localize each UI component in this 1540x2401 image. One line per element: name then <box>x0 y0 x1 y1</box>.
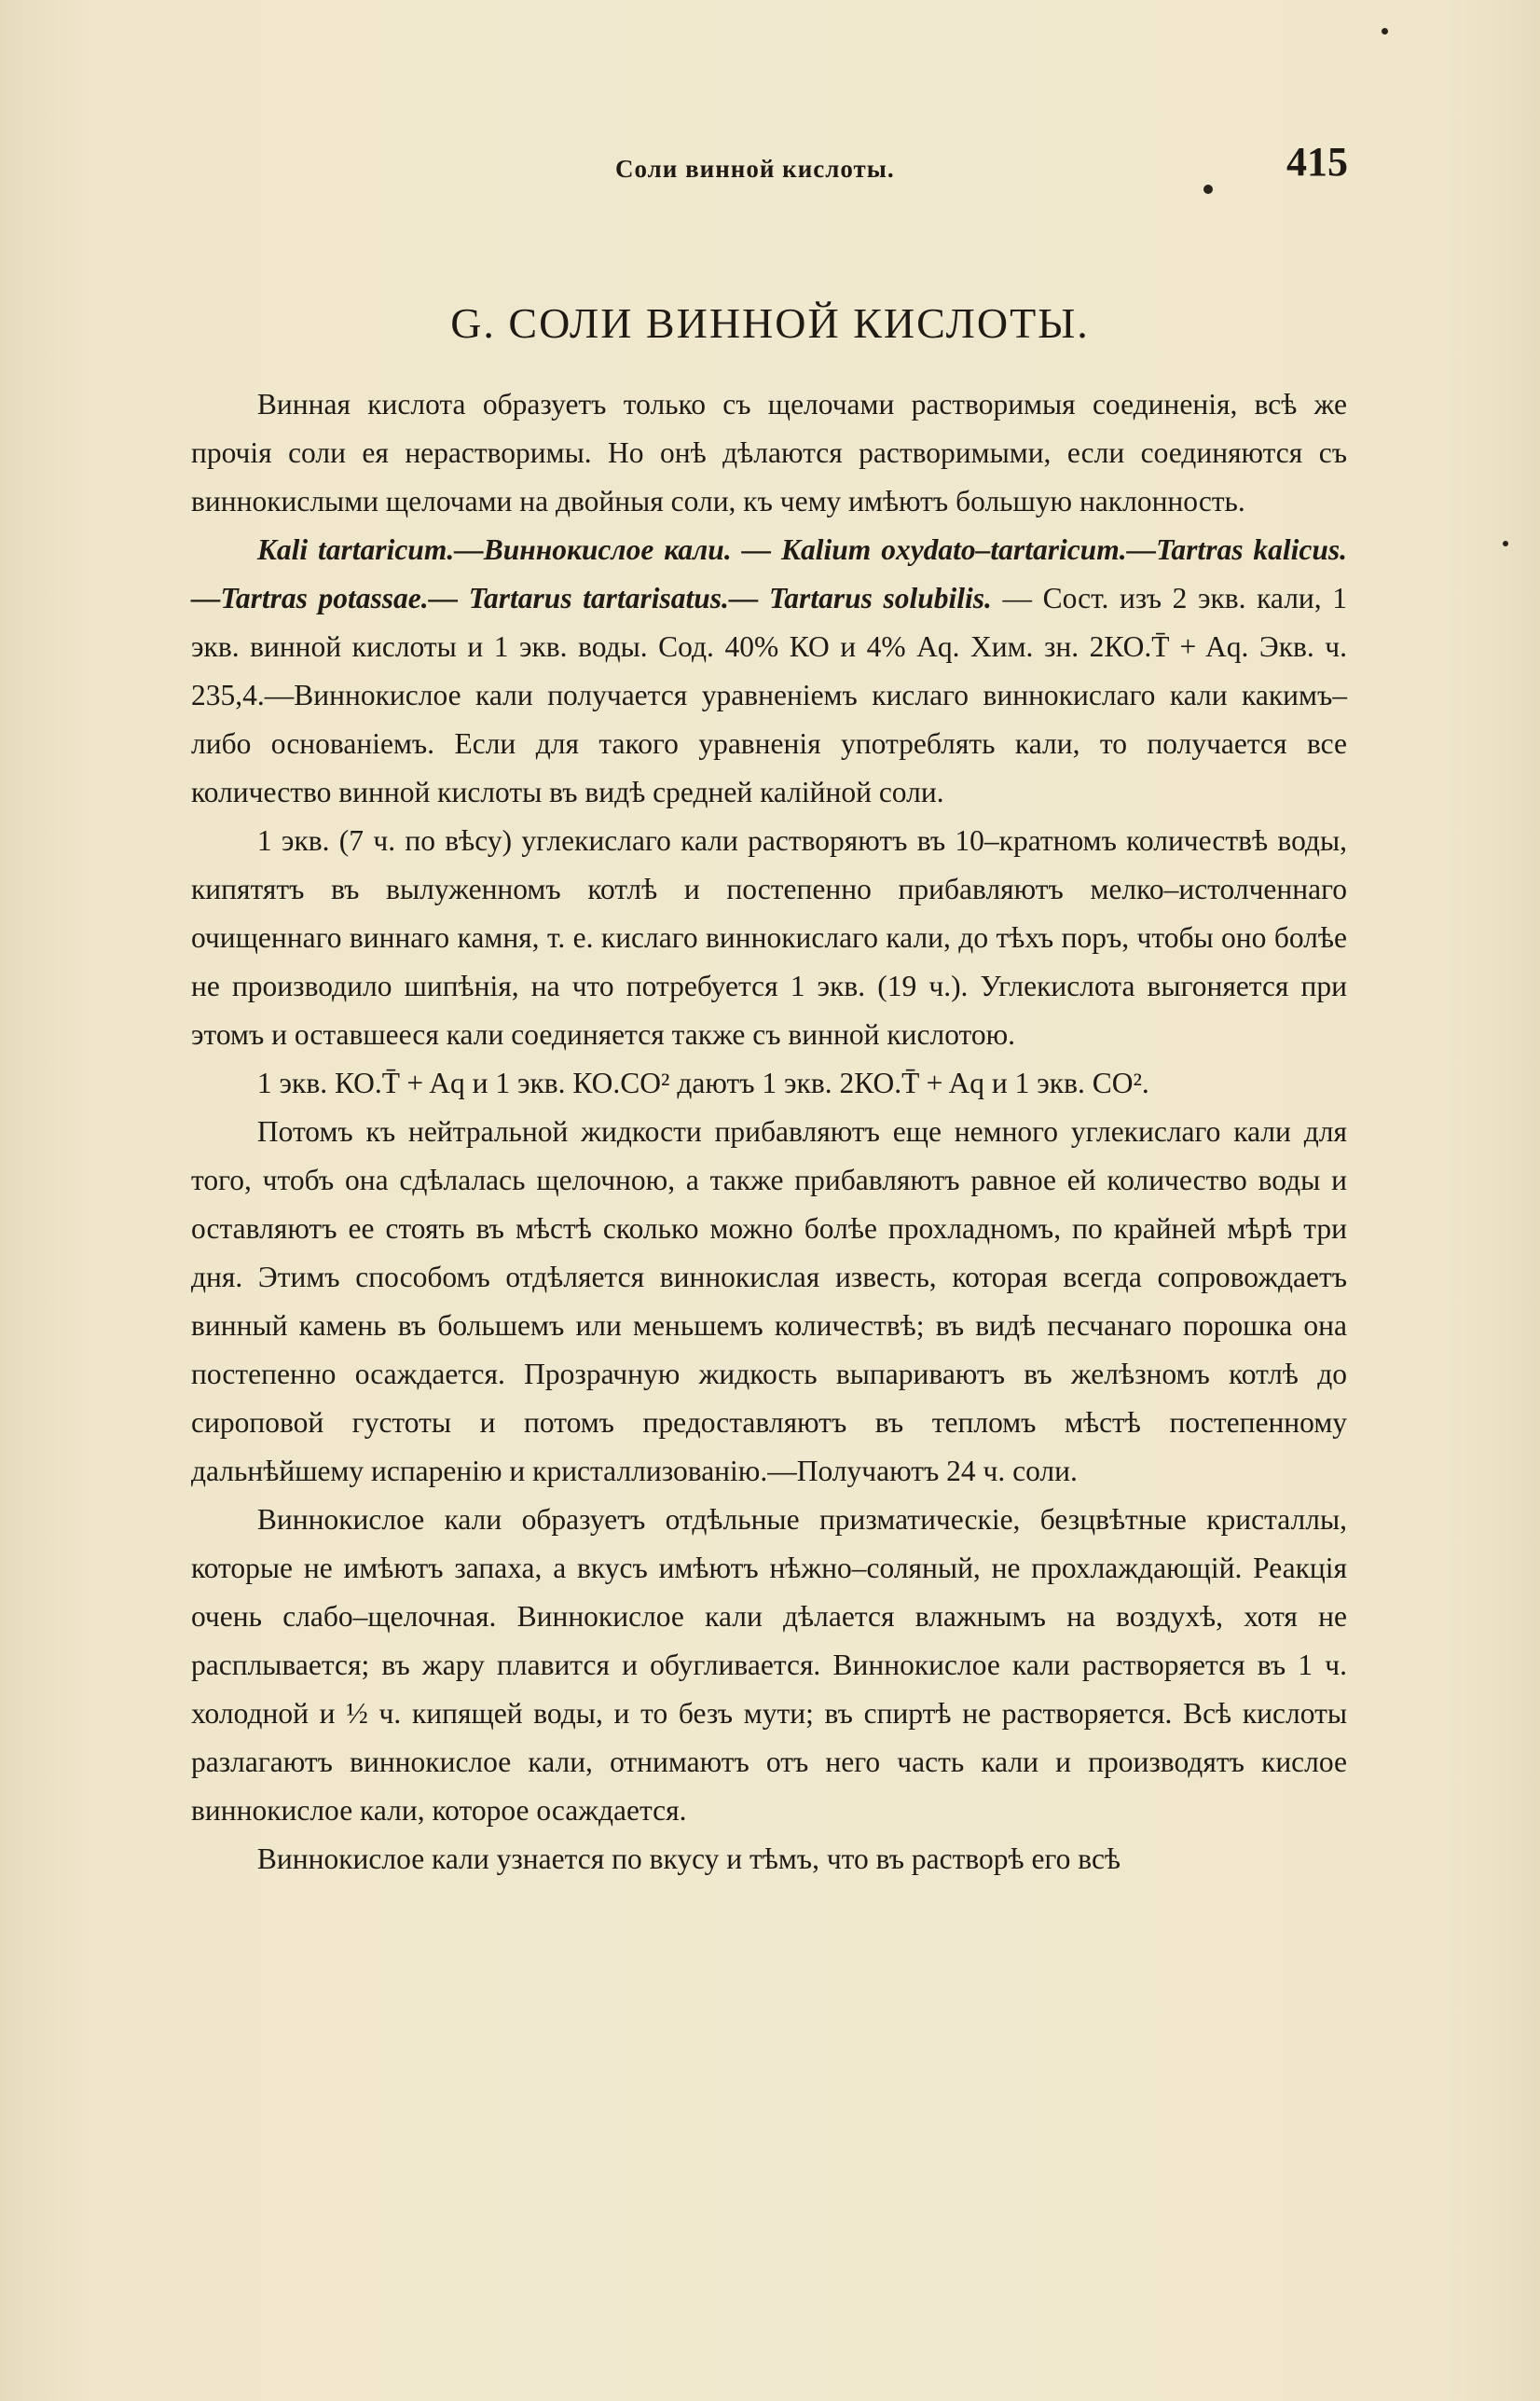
body-text <box>191 380 1347 1884</box>
latin-names: Kali tartaricum.—Виннокислое кали. — Kalium oxydato–tartaricum.—Tartras kalicus.—Tartras potassae.— Tartarus tartarisatus.— Tartarus solubilis. <box>191 533 1347 614</box>
ink-speck <box>1203 185 1213 194</box>
paragraph: Виннокислое кали узнается по вкусу и тѣмъ, что въ растворѣ его всѣ <box>256 1842 1121 1875</box>
paragraph: 1 экв. (7 ч. по вѣсу) углекислаго кали растворяютъ въ 10–кратномъ количествѣ воды, кипятятъ въ вылуженномъ котлѣ и постепенно прибавляютъ мелко–истолченнаго очищеннаго виннаго камня, т. е. кислаго виннокислаго кали, до тѣхъ поръ, чтобы оно болѣе не производило шипѣнія, на что потребуется 1 экв. (19 ч.). Углекислота выгоняется при этомъ и оставшееся кали соединяется также съ винной кислотою. <box>191 824 1347 1051</box>
paragraph: Потомъ къ нейтральной жидкости прибавляютъ еще немного углекислаго кали для того, чтобъ она сдѣлалась щелочною, а также прибавляютъ равное ей количество воды и оставляютъ ее стоять въ мѣстѣ сколько можно болѣе прохладномъ, по крайней мѣрѣ три дня. Этимъ способомъ отдѣляется виннокислая известь, которая всегда сопровождаетъ винный камень въ большемъ или меньшемъ количествѣ; въ видѣ песчанаго порошка она постепенно осаждается. Прозрачную жидкость выпариваютъ въ желѣзномъ котлѣ до сироповой густоты и потомъ предоставляютъ въ тепломъ мѣстѣ постепенному дальнѣйшему испаренію и кристаллизованію.—Получаютъ 24 ч. соли. <box>191 1115 1347 1487</box>
ink-speck <box>1382 28 1388 34</box>
running-head: Соли винной кислоты. <box>615 155 895 183</box>
section-title: G. СОЛИ ВИННОЙ КИСЛОТЫ. <box>450 299 1090 347</box>
paragraph: 1 экв. КО.T̄ + Aq и 1 экв. КО.CO² даютъ 1 экв. 2КО.T̄ + Aq и 1 экв. CO². <box>256 1067 1149 1099</box>
paragraph: Винная кислота образуетъ только съ щелочами растворимыя соединенія, всѣ же прочія соли ея нерастворимы. Но онѣ дѣлаются растворимыми, если соединяются съ виннокислыми щелочами на двойныя соли, къ чему имѣютъ большую наклонность. <box>191 388 1347 517</box>
paragraph <box>191 526 1347 817</box>
paragraph-text: — Сост. изъ 2 экв. кали, 1 экв. винной кислоты и 1 экв. воды. Сод. 40% КО и 4% Aq. Хим. зн. 2КО.T̄ + Aq. Экв. ч. 235,4.—Виннокислое кали получается уравненіемъ кислаго виннокислаго кали какимъ–либо основаніемъ. Если для такого уравненія употреблять кали, то получается все количество винной кислоты въ видѣ средней калійной соли. <box>191 582 1347 808</box>
page-number: 415 <box>1286 139 1348 185</box>
ink-speck <box>1503 541 1508 546</box>
paragraph: Виннокислое кали образуетъ отдѣльные призматическіе, безцвѣтные кристаллы, которые не имѣютъ запаха, а вкусъ имѣютъ нѣжно–соляный, не прохлаждающій. Реакція очень слабо–щелочная. Виннокислое кали дѣлается влажнымъ на воздухѣ, хотя не расплывается; въ жару плавится и обугливается. Виннокислое кали растворяется въ 1 ч. холодной и ½ ч. кипящей воды, и то безъ мути; въ спиртѣ не растворяется. Всѣ кислоты разлагаютъ виннокислое кали, отнимаютъ отъ него часть кали и производятъ кислое виннокислое кали, которое осаждается. <box>191 1503 1347 1827</box>
